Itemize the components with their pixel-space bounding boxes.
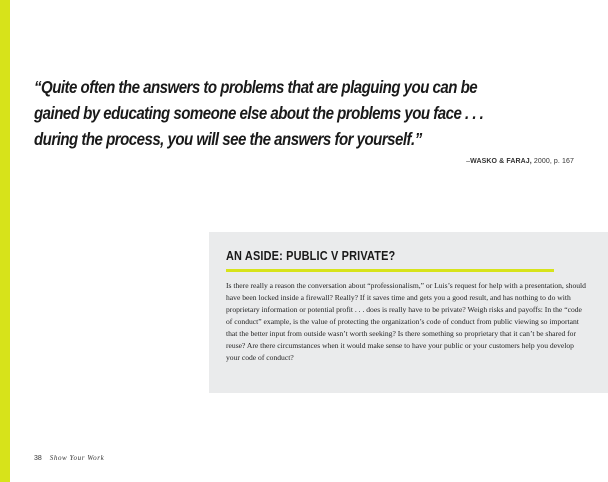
book-title: Show Your Work [49,454,105,462]
page-number: 38 [34,455,42,462]
attribution-citation: 2000, p. 167 [531,158,574,165]
accent-bar [0,0,10,482]
page-footer [34,454,104,462]
aside-body-text: Is there really a reason the conversation about “professionalism,” or Luis’s request for help with a presentation, should have been locked inside a firewall? Really? If it saves time and gets you a good result, and has nothing to do with proprietary information or potential profit . . . does is really have to be private? Weigh risks and payoffs: In the “code of conduct” example, is the value of protecting the organization’s code of conduct from public viewing so important that the better input from outside wasn’t worth seeking? Is there something so proprietary that it can’t be shared for reuse? Are there circumstances when it would make sense to have your public or your customers help you develop your code of conduct? [226,281,586,362]
attribution-authors: WASKO & FARAJ, [470,158,532,165]
aside-box [209,232,608,393]
aside-title-underline [226,269,554,272]
quote-attribution [466,158,574,165]
aside-title: AN ASIDE: PUBLIC V PRIVATE? [226,248,396,263]
pull-quote: “Quite often the answers to problems that are plaguing you can be gained by educating someone else about the problems you face . . . during the process, you will see the answers for yourself.” [34,77,484,149]
attribution-dash: – [466,158,471,165]
